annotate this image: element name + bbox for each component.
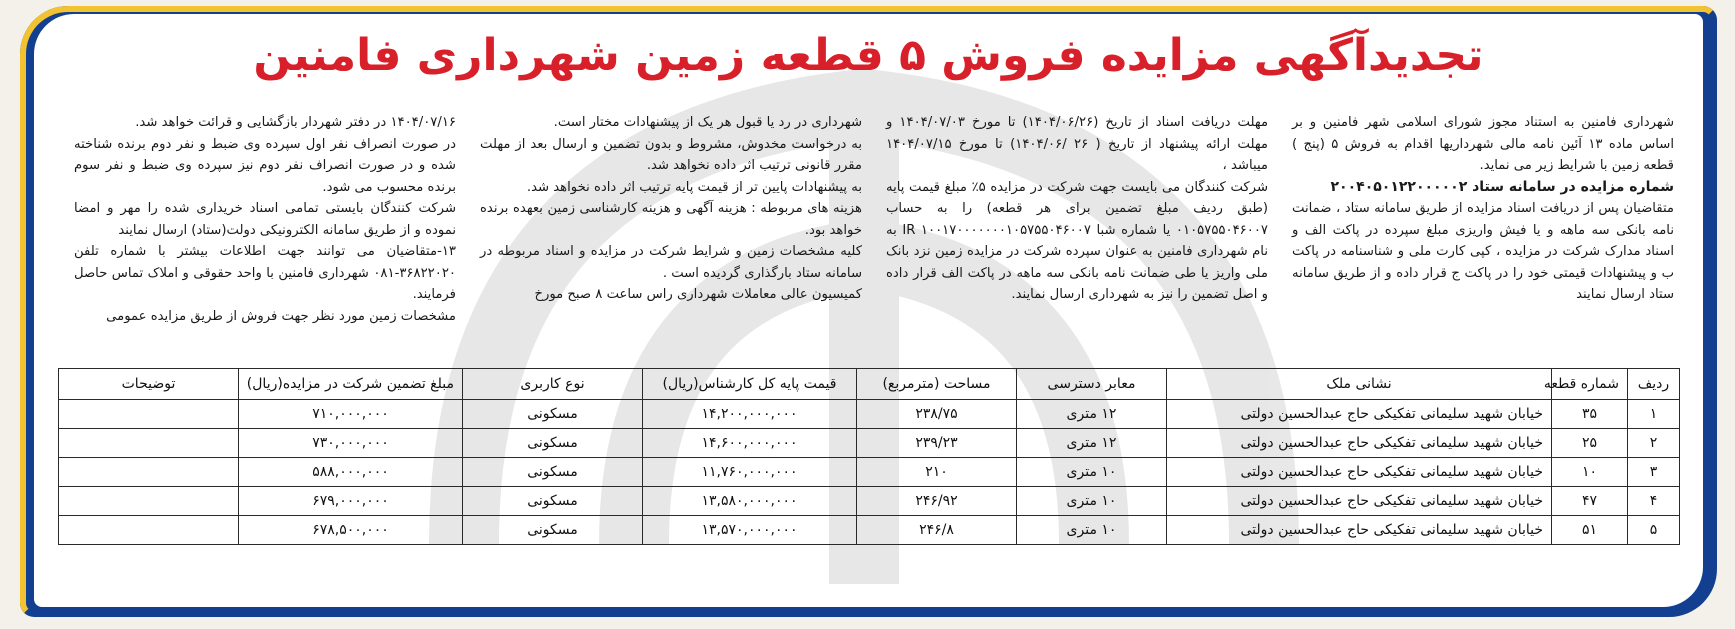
column-header: ردیف bbox=[1628, 369, 1680, 400]
table-cell: مسکونی bbox=[463, 429, 643, 458]
table-row bbox=[59, 400, 1680, 429]
text-column bbox=[886, 112, 1268, 354]
column-header: شماره قطعه bbox=[1552, 369, 1628, 400]
table-row bbox=[59, 487, 1680, 516]
table-cell: ۷۳۰,۰۰۰,۰۰۰ bbox=[239, 429, 463, 458]
table-cell: ۱۰ bbox=[1552, 458, 1628, 487]
table-cell: ۵۱ bbox=[1552, 516, 1628, 545]
table-cell: ۱۲ متری bbox=[1017, 400, 1167, 429]
table-cell: ۶۷۸,۵۰۰,۰۰۰ bbox=[239, 516, 463, 545]
table-cell: ۳۵ bbox=[1552, 400, 1628, 429]
paragraph: مشخصات زمین مورد نظر جهت فروش از طریق مزایده عمومی bbox=[106, 308, 456, 324]
paragraph: به درخواست مخدوش، مشروط و بدون تضمین و ارسال بعد از مهلت مقرر قانونی ترتیب اثر داده نخواهد شد. bbox=[480, 136, 862, 173]
table-cell: ۱۰ متری bbox=[1017, 516, 1167, 545]
paragraph: به پیشنهادات پایین تر از قیمت پایه ترتیب اثر داده نخواهد شد. bbox=[526, 179, 862, 195]
table-row bbox=[59, 429, 1680, 458]
column-header: معابر دسترسی bbox=[1017, 369, 1167, 400]
paragraph: شهرداری در رد یا قبول هر یک از پیشنهادات مختار است. bbox=[553, 115, 862, 130]
table-row bbox=[59, 458, 1680, 487]
table-row bbox=[59, 516, 1680, 545]
table-cell: ۱۳,۵۸۰,۰۰۰,۰۰۰ bbox=[643, 487, 857, 516]
table-cell: خیابان شهید سلیمانی تفکیکی حاج عبدالحسین دولتی bbox=[1167, 429, 1552, 458]
column-header: نشانی ملک bbox=[1167, 369, 1552, 400]
column-header: نوع کاربری bbox=[463, 369, 643, 400]
table-cell: ۴ bbox=[1628, 487, 1680, 516]
lots-table bbox=[58, 368, 1680, 545]
page-title: تجدیدآگهی مزایده فروش ۵ قطعه زمین شهرداری فامنین bbox=[253, 30, 1484, 81]
table-cell: مسکونی bbox=[463, 487, 643, 516]
paragraph: شرکت کنندگان بایستی تمامی اسناد خریداری شده را مهر و امضا نموده و از طریق سامانه الکترونیکی دولت(ستاد) ارسال نمایند bbox=[74, 201, 456, 238]
column-header: مبلغ تضمین شرکت در مزایده(ریال) bbox=[239, 369, 463, 400]
table-cell: خیابان شهید سلیمانی تفکیکی حاج عبدالحسین دولتی bbox=[1167, 458, 1552, 487]
table-cell: ۴۷ bbox=[1552, 487, 1628, 516]
table-cell bbox=[59, 429, 239, 458]
table-cell: ۱۱,۷۶۰,۰۰۰,۰۰۰ bbox=[643, 458, 857, 487]
table-cell: ۶۷۹,۰۰۰,۰۰۰ bbox=[239, 487, 463, 516]
table-cell: ۳ bbox=[1628, 458, 1680, 487]
table-cell bbox=[59, 516, 239, 545]
paragraph: کمیسیون عالی معاملات شهرداری راس ساعت ۸ صبح مورخ bbox=[534, 287, 862, 302]
column-header: قیمت پایه کل کارشناس(ریال) bbox=[643, 369, 857, 400]
table-cell: ۲۴۶/۹۲ bbox=[857, 487, 1017, 516]
table-cell: ۱۰ متری bbox=[1017, 458, 1167, 487]
table-cell: خیابان شهید سلیمانی تفکیکی حاج عبدالحسین دولتی bbox=[1167, 487, 1552, 516]
table-header-row bbox=[59, 369, 1680, 400]
conditions-columns bbox=[74, 112, 1674, 354]
table-cell bbox=[59, 487, 239, 516]
paragraph: متقاضیان پس از دریافت اسناد مزایده از طریق سامانه ستاد ، ضمانت نامه بانکی سه ماهه و یا فیش واریزی مبلغ سپرده در پاکت الف و اسناد مدارک شرکت در مزایده ، کپی کارت ملی و شناسنامه در پاکت ب و پیشنهادات قیمتی خود را در پاکت ج قرار داده و از طریق سامانه ستاد ارسال نمایند bbox=[1292, 201, 1674, 302]
paragraph: شرکت کنندگان می بایست جهت شرکت در مزایده ۵٪ مبلغ قیمت پایه (طبق ردیف مبلغ تضمین برای هر قطعه) را به حساب ۰۱۰۵۷۵۵۰۴۶۰۰۷ یا شماره شبا IR ۱۰۰۱۷۰۰۰۰۰۰۰۱۰۵۷۵۵۰۴۶۰۰۷ به نام شهرداری فامنین به عنوان سپرده شرکت در مزایده زمین نزد بانک ملی واریز یا طی ضمانت نامه بانکی سه ماهه در پاکت الف قرار داده و اصل تضمین را نیز به شهرداری ارسال نمایند. bbox=[886, 179, 1268, 302]
notice-panel bbox=[34, 14, 1703, 607]
table-cell: مسکونی bbox=[463, 400, 643, 429]
text-column bbox=[74, 112, 456, 354]
table-cell: ۲ bbox=[1628, 429, 1680, 458]
table-cell: ۵ bbox=[1628, 516, 1680, 545]
table-cell: ۱۰ متری bbox=[1017, 487, 1167, 516]
table-cell: ۱ bbox=[1628, 400, 1680, 429]
paragraph: مهلت دریافت اسناد از تاریخ (۱۴۰۴/۰۶/۲۶) تا مورخ ۱۴۰۴/۰۷/۰۳ و مهلت ارائه پیشنهاد از تاریخ ( ۲۶ /۱۴۰۴/۰۶) تا مورخ ۱۴۰۴/۰۷/۱۵ میباشد ، bbox=[886, 115, 1269, 173]
table-body bbox=[59, 400, 1680, 545]
table-cell: مسکونی bbox=[463, 458, 643, 487]
text-column bbox=[480, 112, 862, 354]
paragraph: ۱۴۰۴/۰۷/۱۶ در دفتر شهردار بازگشایی و قرائت خواهد شد. bbox=[135, 115, 456, 130]
table-cell: ۲۳۹/۲۳ bbox=[857, 429, 1017, 458]
table-cell: ۲۴۶/۸ bbox=[857, 516, 1017, 545]
table-cell: ۷۱۰,۰۰۰,۰۰۰ bbox=[239, 400, 463, 429]
table-cell: مسکونی bbox=[463, 516, 643, 545]
paragraph: هزینه های مربوطه : هزینه آگهی و هزینه کارشناسی زمین بعهده برنده خواهد بود. bbox=[480, 201, 862, 238]
table-cell: ۱۴,۲۰۰,۰۰۰,۰۰۰ bbox=[643, 400, 857, 429]
table-cell: ۱۲ متری bbox=[1017, 429, 1167, 458]
table-cell: ۲۱۰ bbox=[857, 458, 1017, 487]
auction-number: شماره مزایده در سامانه ستاد ۲۰۰۴۰۵۰۱۲۲۰۰۰۰۰۲ bbox=[1330, 178, 1674, 195]
table-cell: خیابان شهید سلیمانی تفکیکی حاج عبدالحسین دولتی bbox=[1167, 516, 1552, 545]
table-cell: ۲۵ bbox=[1552, 429, 1628, 458]
table-cell: ۵۸۸,۰۰۰,۰۰۰ bbox=[239, 458, 463, 487]
table-cell bbox=[59, 458, 239, 487]
table-cell: ۱۳,۵۷۰,۰۰۰,۰۰۰ bbox=[643, 516, 857, 545]
table-cell bbox=[59, 400, 239, 429]
paragraph: ۱۳-متقاضیان می توانند جهت اطلاعات بیشتر با شماره تلفن ۳۶۸۲۲۰۲۰-۰۸۱ شهرداری فامنین با واحد حقوقی و املاک تماس حاصل فرمایند. bbox=[74, 244, 456, 302]
table-cell: ۲۳۸/۷۵ bbox=[857, 400, 1017, 429]
paragraph: شهرداری فامنین به استناد مجوز شورای اسلامی شهر فامنین و بر اساس ماده ۱۳ آئین نامه مالی شهرداریها اقدام به فروش ۵ (پنج ) قطعه زمین با شرایط زیر می نماید. bbox=[1292, 115, 1674, 173]
table-cell: ۱۴,۶۰۰,۰۰۰,۰۰۰ bbox=[643, 429, 857, 458]
table-cell: خیابان شهید سلیمانی تفکیکی حاج عبدالحسین دولتی bbox=[1167, 400, 1552, 429]
text-column bbox=[1292, 112, 1674, 354]
paragraph: در صورت انصراف نفر اول سپرده وی ضبط و نفر دوم برنده شناخته شده و در صورت انصراف نفر دوم نیز سپرده وی ضبط و نفر سوم برنده محسوب می شود. bbox=[74, 136, 456, 195]
column-header: مساحت (مترمربع) bbox=[857, 369, 1017, 400]
column-header: توضیحات bbox=[59, 369, 239, 400]
paragraph: کلیه مشخصات زمین و شرایط شرکت در مزایده و اسناد مربوطه در سامانه ستاد بارگذاری گردیده است . bbox=[480, 244, 862, 281]
